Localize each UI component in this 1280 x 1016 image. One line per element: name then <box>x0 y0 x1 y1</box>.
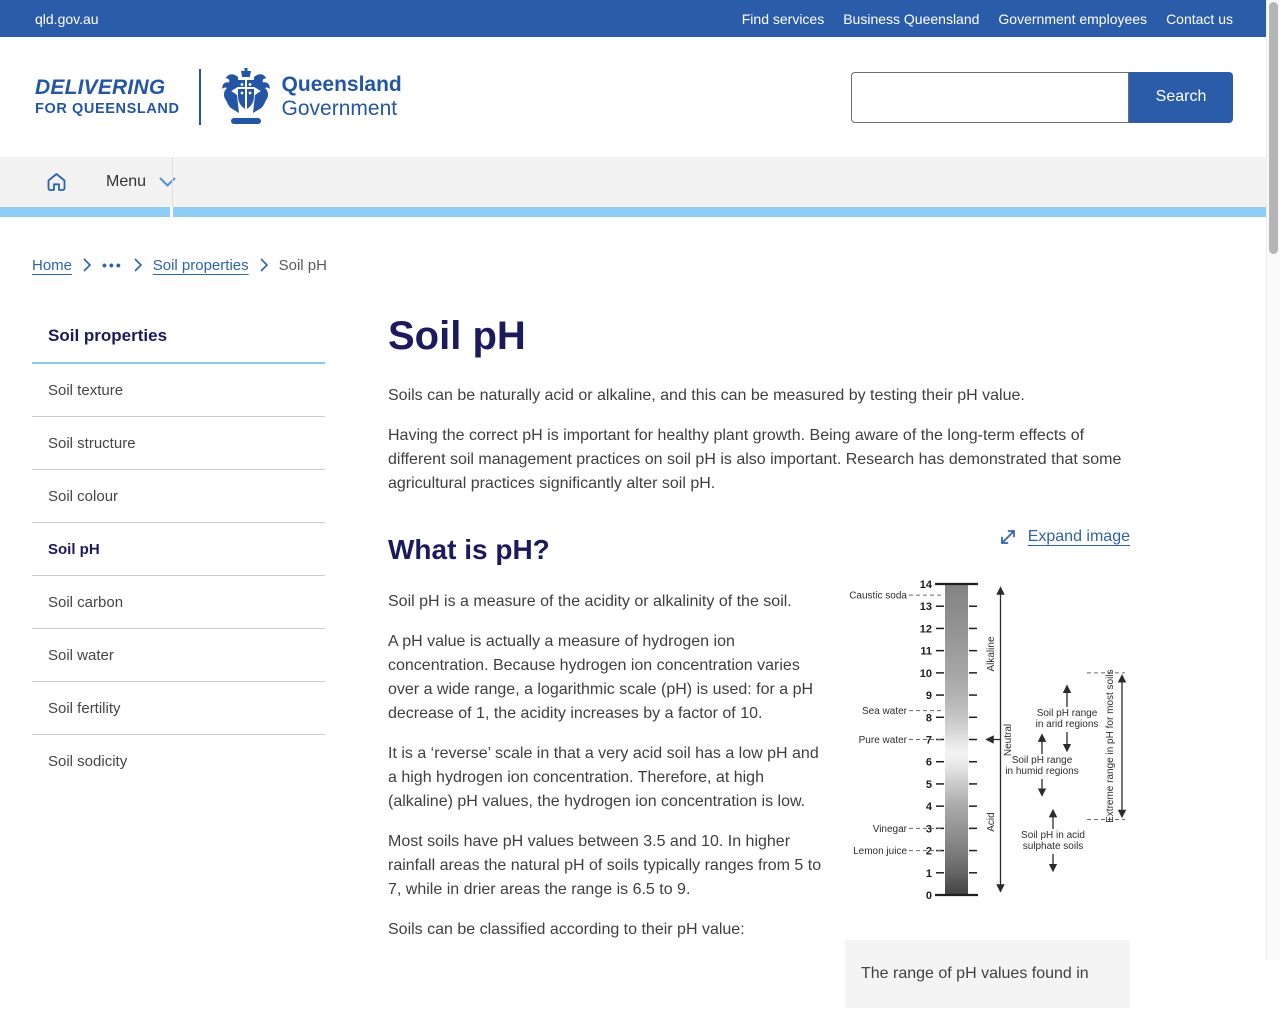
scrollbar-track[interactable] <box>1266 0 1280 960</box>
svg-text:0: 0 <box>925 890 932 902</box>
svg-text:Soil pH in acid: Soil pH in acid <box>1021 830 1085 841</box>
breadcrumb-separator-icon <box>260 258 268 272</box>
sidebar-item-soil-colour[interactable]: Soil colour <box>32 470 325 523</box>
site-link-qldgovau[interactable]: qld.gov.au <box>35 10 99 27</box>
search-button[interactable]: Search <box>1129 72 1233 123</box>
svg-text:11: 11 <box>920 645 932 658</box>
classification-intro: Soils can be classified according to their pH value: <box>388 921 745 938</box>
scrollbar-thumb[interactable] <box>1269 2 1278 254</box>
menu-bar <box>0 157 1280 207</box>
svg-text:14: 14 <box>919 579 932 591</box>
svg-text:7: 7 <box>925 734 932 747</box>
gov-logo-line1: Queensland <box>281 73 402 96</box>
svg-text:Extreme range in pH for most s: Extreme range in pH for most soils <box>1105 669 1116 823</box>
svg-text:12: 12 <box>919 623 932 636</box>
svg-text:10: 10 <box>919 667 932 680</box>
intro-paragraph-2: Having the correct pH is important for healthy plant growth. Being aware of the long-term effects of different soil management practices on soil pH is also important. Research has demonstrated that some agricultural practices significantly alter soil pH. <box>388 427 1122 492</box>
top-link-government-employees[interactable]: Government employees <box>998 10 1148 27</box>
svg-text:8: 8 <box>925 712 932 725</box>
soil-ph-range-annotations <box>1005 686 1098 870</box>
svg-text:in arid regions: in arid regions <box>1035 719 1099 730</box>
svg-text:in humid regions: in humid regions <box>1005 766 1079 777</box>
ph-gradient-bar <box>945 584 968 895</box>
sidebar-item-soil-carbon[interactable]: Soil carbon <box>32 576 325 629</box>
sidebar-item-soil-structure[interactable]: Soil structure <box>32 417 325 470</box>
figure-caption: The range of pH values found in <box>845 940 1130 1008</box>
svg-text:sulphate soils: sulphate soils <box>1022 841 1084 852</box>
expand-image-link[interactable] <box>845 526 1130 548</box>
breadcrumb-current: Soil pH <box>278 256 327 274</box>
sidebar-heading: Soil properties <box>48 326 168 345</box>
home-icon <box>44 170 69 194</box>
logo-block <box>35 68 402 126</box>
svg-text:Pure water: Pure water <box>858 735 907 746</box>
home-button[interactable] <box>44 170 69 194</box>
site-header <box>0 37 1280 157</box>
svg-text:13: 13 <box>919 601 932 614</box>
section-paragraph-1: Soil pH is a measure of the acidity or alkalinity of the soil. <box>388 593 792 610</box>
section-paragraph-2: A pH value is actually a measure of hydrogen ion concentration. Because hydrogen ion concentration varies over a wide range, a logarithmic scale (pH) is used: for a pH decrease of 1, the acidity increases by a factor of 10. <box>388 633 814 722</box>
delivering-for-queensland-logo[interactable] <box>35 76 180 118</box>
svg-text:4: 4 <box>925 801 932 814</box>
gov-logo-text <box>282 73 402 121</box>
svg-text:Sea water: Sea water <box>861 706 907 718</box>
section-paragraph-3: It is a ‘reverse’ scale in that a very acid soil has a low pH and a high hydrogen ion concentration. Therefore, at high (alkaline) pH values, the hydrogen ion concentration is low. <box>388 745 819 810</box>
search-area <box>851 72 1233 123</box>
zone-label-alkaline: Alkaline <box>986 636 997 672</box>
expand-image-label: Expand image <box>1027 528 1130 545</box>
top-bar-links <box>742 11 1233 27</box>
menu-button[interactable] <box>106 173 176 191</box>
extreme-range-annotation <box>1087 669 1125 822</box>
accent-strip-gap <box>170 207 173 217</box>
sidebar-item-soil-ph[interactable]: Soil pH <box>32 523 325 576</box>
svg-text:Vinegar: Vinegar <box>872 823 907 835</box>
svg-text:3: 3 <box>925 823 932 836</box>
sidebar-nav <box>32 304 325 1016</box>
campaign-logo-line1: DELIVERING <box>35 75 166 99</box>
top-utility-bar <box>0 0 1280 37</box>
zone-label-acid: Acid <box>986 812 997 832</box>
accent-strip <box>0 207 1280 217</box>
breadcrumb-ellipsis-button[interactable]: ••• <box>102 257 123 273</box>
top-link-contact-us[interactable]: Contact us <box>1166 10 1233 27</box>
coat-of-arms-icon <box>220 68 272 126</box>
svg-text:1: 1 <box>925 867 932 880</box>
search-input[interactable] <box>851 72 1129 123</box>
logo-divider <box>199 69 201 125</box>
sidebar-item-soil-sodicity[interactable]: Soil sodicity <box>48 753 128 770</box>
sidebar-item-soil-water[interactable]: Soil water <box>32 629 325 682</box>
menu-divider <box>172 157 173 207</box>
sidebar-item-soil-fertility[interactable]: Soil fertility <box>32 682 325 735</box>
svg-text:9: 9 <box>925 690 932 703</box>
breadcrumb-separator-icon <box>83 258 91 272</box>
svg-text:2: 2 <box>925 845 932 858</box>
breadcrumb-separator-icon <box>134 258 142 272</box>
svg-text:5: 5 <box>925 778 932 791</box>
queensland-government-logo[interactable] <box>220 68 402 126</box>
svg-text:Soil pH range: Soil pH range <box>1011 755 1073 766</box>
intro-paragraph-1: Soils can be naturally acid or alkaline, and this can be measured by testing their pH value. <box>388 387 1025 404</box>
page-title: Soil pH <box>388 314 526 358</box>
expand-diagonal-arrow-icon <box>997 526 1019 548</box>
menu-label: Menu <box>106 173 147 190</box>
sidebar-item-soil-texture[interactable]: Soil texture <box>32 364 325 417</box>
top-link-find-services[interactable]: Find services <box>741 10 825 27</box>
figure-block <box>845 526 1130 1008</box>
gov-logo-line2: Government <box>281 97 398 120</box>
ph-scale-diagram <box>845 564 1130 909</box>
breadcrumb <box>32 250 1280 280</box>
zone-label-neutral: Neutral <box>1003 723 1014 757</box>
section-paragraph-4: Most soils have pH values between 3.5 and 10. In higher rainfall areas the natural pH of soils typically ranges from 5 to 7, while in drier areas the range is 6.5 to 9. <box>388 833 822 898</box>
chevron-down-icon <box>159 177 176 188</box>
top-link-business-queensland[interactable]: Business Queensland <box>843 10 980 27</box>
breadcrumb-home-link[interactable]: Home <box>32 256 73 274</box>
content <box>0 304 1280 1016</box>
breadcrumb-parent-link[interactable]: Soil properties <box>152 256 249 274</box>
svg-text:Soil pH range: Soil pH range <box>1036 708 1098 719</box>
section-heading: What is pH? <box>388 534 550 565</box>
svg-text:Caustic soda: Caustic soda <box>849 590 907 602</box>
svg-text:6: 6 <box>925 756 932 769</box>
main-content <box>388 304 1130 1016</box>
campaign-logo-line2: FOR QUEENSLAND <box>35 101 180 118</box>
svg-text:Lemon juice: Lemon juice <box>853 846 907 858</box>
